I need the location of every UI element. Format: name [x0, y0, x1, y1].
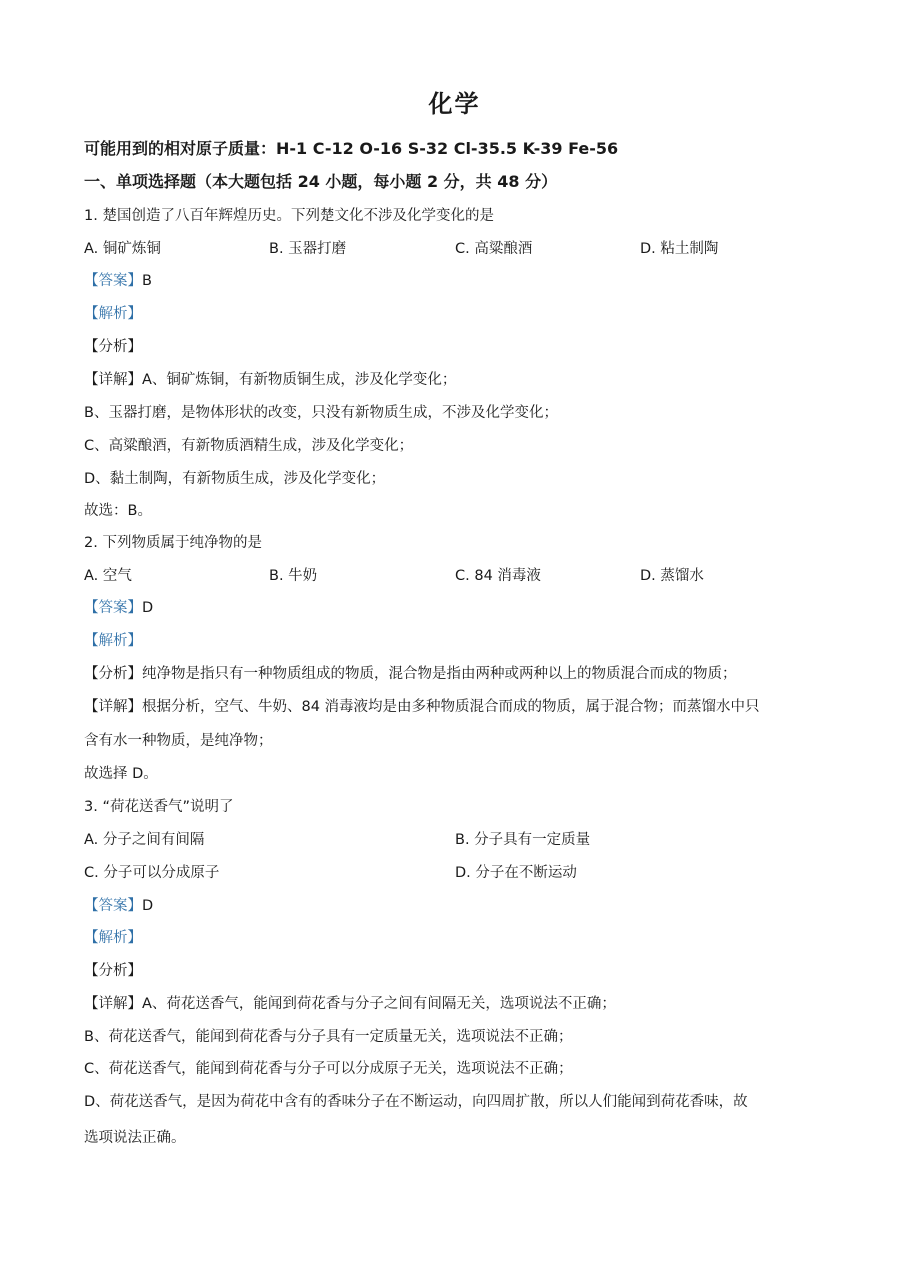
q2-fenxi: 【分析】纯净物是指只有一种物质组成的物质，混合物是指由两种或两种以上的物质混合而成的物质； — [84, 666, 737, 682]
q3-detail-line: D、荷花送香气，是因为荷花中含有的香味分子在不断运动，向四周扩散，所以人们能闻到荷花香味，故 — [84, 1094, 748, 1110]
q3-option-d: D. 分子在不断运动 — [455, 865, 577, 881]
q3-detail-line: C、荷花送香气，能闻到荷花香与分子可以分成原子无关，选项说法不正确； — [84, 1061, 573, 1077]
q2-option-a: A. 空气 — [84, 568, 132, 584]
q1-fenxi: 【分析】 — [84, 339, 142, 355]
q3-answer — [84, 896, 153, 916]
section-heading: 一、单项选择题（本大题包括 24 小题，每小题 2 分，共 48 分） — [84, 172, 558, 191]
q1-detail-line: C、高粱酿酒，有新物质酒精生成，涉及化学变化； — [84, 438, 414, 454]
q1-option-d: D. 粘土制陶 — [640, 241, 719, 257]
q3-analysis-tag: 【解析】 — [84, 930, 142, 946]
q1-answer — [84, 271, 152, 291]
question-2-stem: 2. 下列物质属于纯净物的是 — [84, 535, 262, 551]
q2-answer-value: D — [142, 600, 154, 616]
q1-detail-line: B、玉器打磨，是物体形状的改变，只没有新物质生成，不涉及化学变化； — [84, 405, 558, 421]
question-1-stem: 1. 楚国创造了八百年辉煌历史。下列楚文化不涉及化学变化的是 — [84, 208, 494, 224]
q1-option-c: C. 高粱酿酒 — [455, 241, 533, 257]
q2-answer — [84, 598, 153, 618]
q2-option-c: C. 84 消毒液 — [455, 568, 541, 584]
q1-detail-line: 【详解】A、铜矿炼铜，有新物质铜生成，涉及化学变化； — [84, 372, 457, 388]
q2-detail-line: 【详解】根据分析，空气、牛奶、84 消毒液均是由多种物质混合而成的物质，属于混合物；而蒸馏水中只 — [84, 699, 760, 715]
q1-answer-value: B — [142, 273, 152, 289]
q3-option-c: C. 分子可以分成原子 — [84, 865, 220, 881]
q2-option-b: B. 牛奶 — [269, 568, 318, 584]
q3-detail-line: 【详解】A、荷花送香气，能闻到荷花香与分子之间有间隔无关，选项说法不正确； — [84, 996, 616, 1012]
q3-detail-line: B、荷花送香气，能闻到荷花香与分子具有一定质量无关，选项说法不正确； — [84, 1029, 573, 1045]
q3-option-b: B. 分子具有一定质量 — [455, 832, 591, 848]
answer-tag: 【答案】 — [84, 898, 142, 914]
q3-fenxi: 【分析】 — [84, 963, 142, 979]
question-3-stem: 3. “荷花送香气”说明了 — [84, 799, 234, 815]
q3-option-a: A. 分子之间有间隔 — [84, 832, 205, 848]
q1-option-b: B. 玉器打磨 — [269, 241, 347, 257]
q3-answer-value: D — [142, 898, 154, 914]
q2-analysis-tag: 【解析】 — [84, 633, 142, 649]
q1-detail-line: D、黏土制陶，有新物质生成，涉及化学变化； — [84, 471, 386, 487]
answer-tag: 【答案】 — [84, 600, 142, 616]
q2-conclusion: 故选择 D。 — [84, 766, 158, 782]
answer-tag: 【答案】 — [84, 273, 142, 289]
page-title: 化学 — [428, 90, 481, 118]
q3-detail-line: 选项说法正确。 — [84, 1130, 186, 1146]
q1-conclusion: 故选：B。 — [84, 503, 152, 519]
q1-analysis-tag: 【解析】 — [84, 306, 142, 322]
q2-option-d: D. 蒸馏水 — [640, 568, 704, 584]
q1-option-a: A. 铜矿炼铜 — [84, 241, 161, 257]
atomic-mass-line: 可能用到的相对原子质量：H-1 C-12 O-16 S-32 Cl-35.5 K-39 Fe-56 — [84, 139, 619, 158]
q2-detail-line: 含有水一种物质，是纯净物； — [84, 733, 273, 749]
